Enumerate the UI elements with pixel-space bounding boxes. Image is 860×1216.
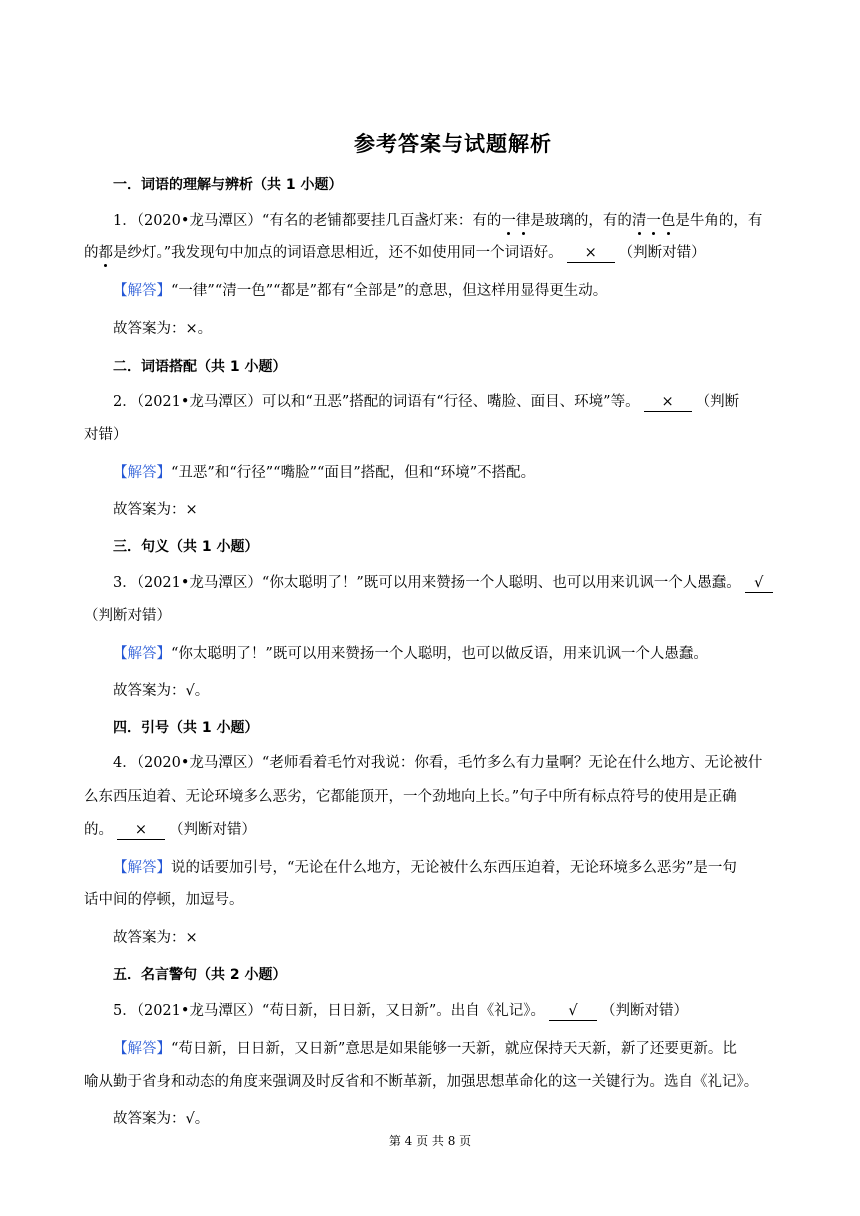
question-2-line-2: 对错）	[84, 427, 128, 443]
emphasis-char: 清	[631, 213, 647, 229]
question-5-tail: （判断对错）	[601, 1003, 689, 1019]
question-1-line-1	[113, 210, 784, 232]
solution-5-line-1	[113, 1038, 784, 1060]
solution-4-line-2: 话中间的停顿，加逗号。	[84, 892, 244, 908]
question-4-tail: （判断对错）	[169, 822, 256, 838]
solution-2-text: “丑恶”和“行径”“嘴脸”“面目”搭配，但和“环境”不搭配。	[171, 465, 536, 481]
solution-3	[113, 643, 784, 665]
solution-tag: 【解答】	[113, 646, 171, 662]
solution-tag: 【解答】	[113, 465, 171, 481]
question-3-text: 3．（2021•龙马潭区）“你太聪明了！”既可以用来赞扬一个人聪明、也可以用来讥讽一个人愚蠢。	[113, 575, 741, 591]
question-1-text: 是纱灯。”我发现句中加点的词语意思相近，还不如使用同一个词语好。	[113, 245, 563, 261]
question-5-text: 5．（2021•龙马潭区）“苟日新，日日新，又日新”。出自《礼记》。	[113, 1003, 546, 1019]
question-2-tail: （判断	[695, 394, 740, 410]
question-2-line-1	[113, 391, 784, 413]
solution-tag: 【解答】	[113, 860, 171, 876]
answer-blank-5: √	[549, 1002, 597, 1021]
question-1-line-2	[84, 242, 784, 264]
question-1-text: 1．（2020•龙马潭区）“有名的老铺都要挂几百盏灯来：有的	[113, 213, 502, 229]
solution-4-text: 说的话要加引号，“无论在什么地方，无论被什么东西压迫着，无论环境多么恶劣”是一句	[171, 860, 737, 876]
question-5-line-1	[113, 1000, 784, 1022]
answer-1: 故答案为：×。	[113, 321, 213, 337]
solution-2	[113, 462, 784, 484]
question-2-text: 2．（2021•龙马潭区）可以和“丑恶”搭配的词语有“行径、嘴脸、面目、环境”等。	[113, 394, 640, 410]
section-heading-2: 二．词语搭配（共 1 小题）	[113, 359, 287, 375]
question-1-tail: （判断对错）	[618, 245, 706, 261]
section-heading-5: 五．名言警句（共 2 小题）	[113, 967, 287, 983]
answer-blank-1: ×	[567, 244, 615, 263]
page-title: 参考答案与试题解析	[354, 132, 552, 156]
solution-tag: 【解答】	[113, 283, 171, 299]
emphasis-char: 色	[660, 213, 676, 229]
answer-blank-3: √	[745, 574, 773, 593]
question-3-line-2: （判断对错）	[84, 608, 171, 624]
solution-1	[113, 280, 784, 302]
answer-2: 故答案为：×	[113, 502, 198, 518]
question-4-line-2: 么东西压迫着、无论环境多么恶劣，它都能顶开，一个劲地向上长。”句子中所有标点符号的使用是正确	[84, 789, 737, 805]
answer-5: 故答案为：√。	[113, 1111, 210, 1127]
solution-5-line-2: 喻从勤于省身和动态的角度来强调及时反省和不断革新，加强思想革命化的这一关键行为。选自《礼记》。	[84, 1074, 759, 1090]
question-4-line-3	[84, 819, 784, 841]
solution-3-text: “你太聪明了！”既可以用来赞扬一个人聪明，也可以做反语，用来讥讽一个人愚蠢。	[171, 646, 708, 662]
question-1-text: 是牛角的，有	[675, 213, 763, 229]
emphasis-char: 一	[646, 213, 661, 229]
page-footer: 第 4 页 共 8 页	[388, 1134, 472, 1148]
solution-1-text: “一律”“清一色”“都是”都有“全部是”的意思，但这样用显得更生动。	[171, 283, 608, 299]
section-heading-4: 四．引号（共 1 小题）	[113, 720, 259, 736]
answer-4: 故答案为：×	[113, 930, 198, 946]
solution-5-text: “苟日新，日日新，又日新”意思是如果能够一天新，就应保持天天新，新了还要更新。比	[171, 1041, 737, 1057]
question-1-text: 的	[84, 245, 99, 261]
emphasis-char: 一	[501, 213, 516, 229]
question-1-text: 是玻璃的，有的	[530, 213, 632, 229]
question-3-line-1	[113, 572, 784, 594]
answer-blank-2: ×	[644, 393, 692, 412]
emphasis-char: 都	[98, 245, 113, 261]
section-heading-1: 一．词语的理解与辨析（共 1 小题）	[113, 177, 343, 193]
emphasis-char: 律	[515, 213, 531, 229]
question-4-line-1: 4．（2020•龙马潭区）“老师看着毛竹对我说：你看，毛竹多么有力量啊？无论在什么地方、无论被什	[113, 755, 763, 771]
solution-4-line-1	[113, 857, 784, 879]
question-4-text: 的。	[84, 822, 113, 838]
answer-3: 故答案为：√。	[113, 683, 210, 699]
solution-tag: 【解答】	[113, 1041, 171, 1057]
answer-blank-4: ×	[117, 821, 165, 840]
section-heading-3: 三．句义（共 1 小题）	[113, 539, 259, 555]
